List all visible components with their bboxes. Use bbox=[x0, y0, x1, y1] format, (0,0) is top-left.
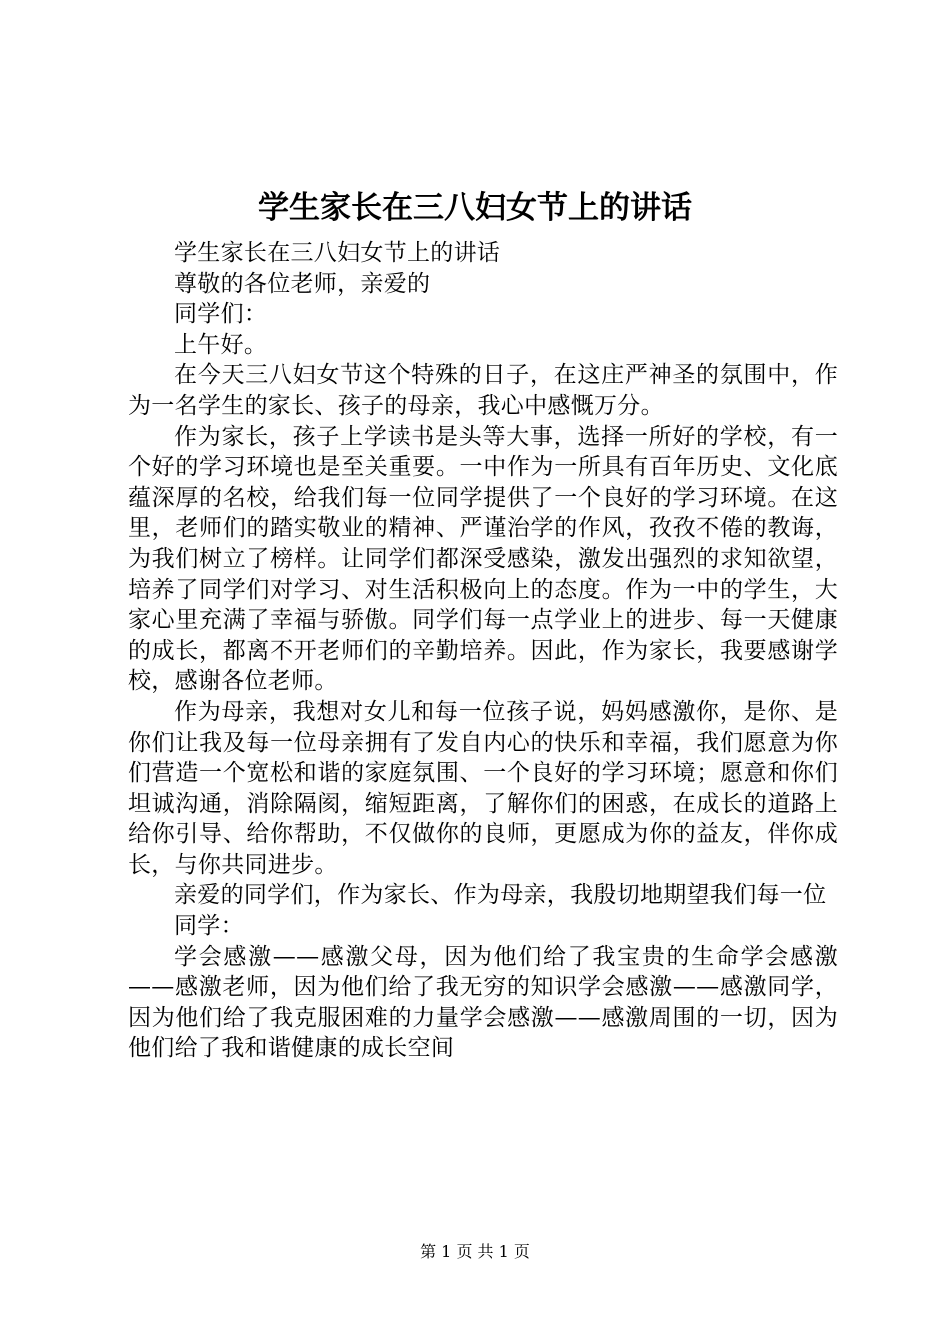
paragraph-heading: 学生家长在三八妇女节上的讲话 bbox=[174, 240, 501, 266]
paragraph-greeting: 上午好。 bbox=[174, 331, 268, 358]
paragraph-intro: 在今天三八妇女节这个特殊的日子，在这庄严神圣的氛围中，作为一名学生的家长、孩子的母亲，我心中感慨万分。 bbox=[128, 362, 838, 419]
paragraph-expectation-cont: 同学： bbox=[174, 913, 244, 940]
paragraph-salutation: 尊敬的各位老师，亲爱的 bbox=[174, 270, 431, 297]
document-title: 学生家长在三八妇女节上的讲话 bbox=[258, 190, 692, 226]
page-number-footer: 第 1 页 共 1 页 bbox=[420, 1242, 530, 1261]
paragraph-gratitude: 学会感激——感激父母，因为他们给了我宝贵的生命学会感激——感激老师，因为他们给了我无穷的知识学会感激——感激同学，因为他们给了我克服困难的力量学会感激——感激周围的一切，因为他们给了我和谐健康的成长空间 bbox=[128, 943, 838, 1062]
document-body bbox=[128, 238, 838, 1064]
paragraph-salutation-cont: 同学们： bbox=[174, 301, 268, 328]
paragraph-as-parent: 作为家长，孩子上学读书是头等大事，选择一所好的学校，有一个好的学习环境也是至关重要。一中作为一所具有百年历史、文化底蕴深厚的名校，给我们每一位同学提供了一个良好的学习环境。在这里，老师们的踏实敬业的精神、严谨治学的作风，孜孜不倦的教诲，为我们树立了榜样。让同学们都深受感染，激发出强烈的求知欲望，培养了同学们对学习、对生活积极向上的态度。作为一中的学生，大家心里充满了幸福与骄傲。同学们每一点学业上的进步、每一天健康的成长，都离不开老师们的辛勤培养。因此，作为家长，我要感谢学校，感谢各位老师。 bbox=[128, 423, 838, 695]
paragraph-as-mother: 作为母亲，我想对女儿和每一位孩子说，妈妈感激你，是你、是你们让我及每一位母亲拥有了发自内心的快乐和幸福，我们愿意为你们营造一个宽松和谐的家庭氛围、一个良好的学习环境；愿意和你们坦诚沟通，消除隔阂，缩短距离，了解你们的困惑，在成长的道路上给你引导、给你帮助，不仅做你的良师，更愿成为你的益友，伴你成长，与你共同进步。 bbox=[128, 698, 838, 878]
paragraph-expectation: 亲爱的同学们，作为家长、作为母亲，我殷切地期望我们每一位 bbox=[174, 882, 827, 909]
